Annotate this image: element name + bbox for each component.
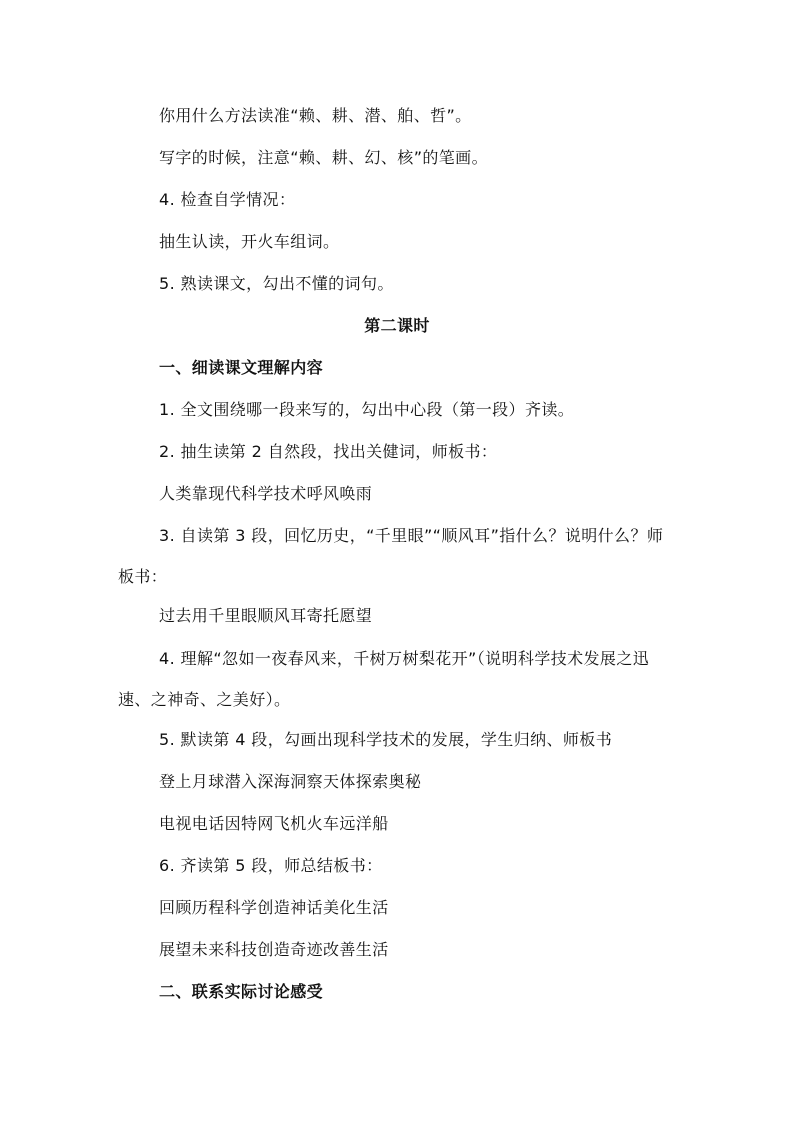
- paragraph-wrapped: 4. 理解“忽如一夜春风来，千树万树梨花开”（说明科学技术发展之迅速、之神奇、之美好）。: [118, 649, 650, 709]
- text-line: 登上月球潜入深海洞察天体探索奥秘: [159, 772, 422, 791]
- text-line: 抽生认读，开火车组词。: [159, 232, 340, 251]
- text-line: 6. 齐读第 5 段，师总结板书：: [159, 856, 383, 875]
- section-heading: 二、联系实际讨论感受: [159, 982, 324, 1001]
- text-line: 电视电话因特网飞机火车远洋船: [159, 814, 389, 833]
- text-line: 5. 默读第 4 段，勾画出现科学技术的发展，学生归纳、师板书: [159, 730, 613, 749]
- text-line: 你用什么方法读准“赖、耕、潜、舶、哲”。: [159, 106, 472, 125]
- section-heading: 一、细读课文理解内容: [159, 358, 324, 377]
- section-title: 第二课时: [364, 316, 430, 335]
- text-line: 1. 全文围绕哪一段来写的，勾出中心段（第一段）齐读。: [159, 400, 575, 419]
- text-line: 展望未来科技创造奇迹改善生活: [159, 940, 389, 959]
- text-line: 人类靠现代科学技术呼风唤雨: [159, 484, 373, 503]
- text-line: 4. 检查自学情况：: [159, 190, 296, 209]
- text-line: 过去用千里眼顺风耳寄托愿望: [159, 606, 373, 625]
- text-line: 2. 抽生读第 2 自然段，找出关健词，师板书：: [159, 442, 498, 461]
- text-line: 5. 熟读课文，勾出不懂的词句。: [159, 274, 394, 293]
- paragraph-wrapped: 3. 自读第 3 段，回忆历史，“千里眼”“顺风耳”指什么？说明什么？师板书：: [118, 526, 664, 586]
- text-line: 写字的时候，注意“赖、耕、幻、核”的笔画。: [159, 148, 488, 167]
- text-line: 回顾历程科学创造神话美化生活: [159, 898, 389, 917]
